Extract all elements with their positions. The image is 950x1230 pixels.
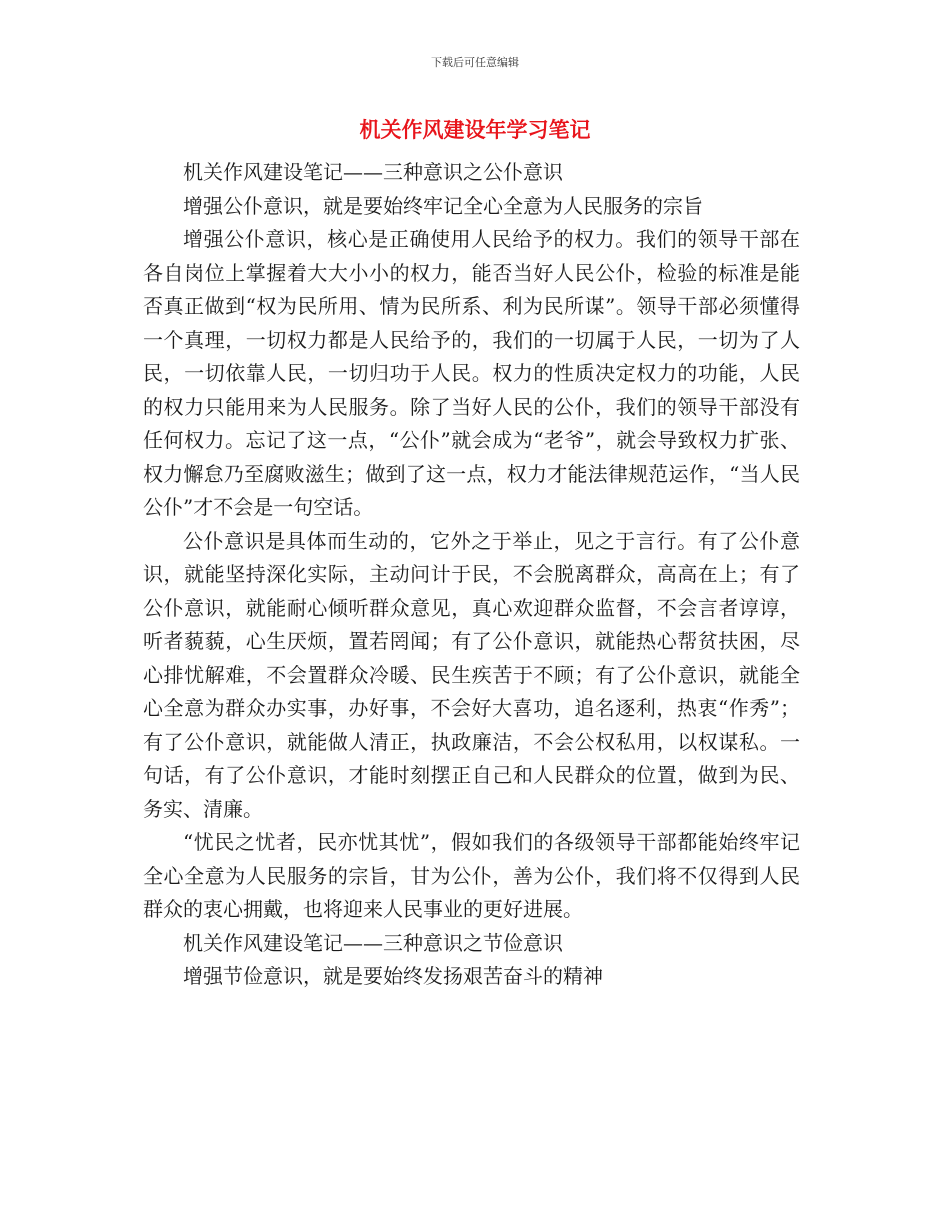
section-subheading: 增强公仆意识，就是要始终牢记全心全意为人民服务的宗旨 [183,193,703,218]
document-title: 机关作风建设年学习笔记 [359,118,591,142]
page-header: 下载后可任意编辑 [431,56,519,69]
section-subheading: 增强节俭意识，就是要始终发扬艰苦奋斗的精神 [183,964,603,988]
document-body [143,156,800,994]
section-heading: 机关作风建设笔记——三种意识之公仆意识 [183,160,563,184]
body-paragraph: 公仆意识是具体而生动的，它外之于举止，见之于言行。有了公仆意识，就能坚持深化实际，主动问计于民，不会脱离群众，高高在上；有了公仆意识，就能耐心倾听群众意见，真心欢迎群众监督，不会言者谆谆，听者藐藐，心生厌烦，置若罔闻；有了公仆意识，就能热心帮贫扶困，尽心排忧解难，不会置群众冷暖、民生疾苦于不顾；有了公仆意识，就能全心全意为群众办实事，办好事，不会好大喜功，追名逐利，热衷“作秀”；有了公仆意识，就能做人清正，执政廉洁，不会公权私用，以权谋私。一句话，有了公仆意识，才能时刻摆正自己和人民群众的位置，做到为民、务实、清廉。 [143,528,800,821]
section-heading: 机关作风建设笔记——三种意识之节俭意识 [183,930,563,955]
body-paragraph: “忧民之忧者，民亦忧其忧”，假如我们的各级领导干部都能始终牢记全心全意为人民服务的宗旨，甘为公仆，善为公仆，我们将不仅得到人民群众的衷心拥戴，也将迎来人民事业的更好进展。 [143,830,800,921]
body-paragraph: 增强公仆意识，核心是正确使用人民给予的权力。我们的领导干部在各自岗位上掌握着大大小小的权力，能否当好人民公仆，检验的标准是能否真正做到“权为民所用、情为民所系、利为民所谋”。领导干部必须懂得一个真理，一切权力都是人民给予的，我们的一切属于人民，一切为了人民，一切依靠人民，一切归功于人民。权力的性质决定权力的功能，人民的权力只能用来为人民服务。除了当好人民的公仆，我们的领导干部没有任何权力。忘记了这一点，“公仆”就会成为“老爷”，就会导致权力扩张、权力懈怠乃至腐败滋生；做到了这一点，权力才能法律规范运作，“当人民公仆”才不会是一句空话。 [143,227,800,519]
